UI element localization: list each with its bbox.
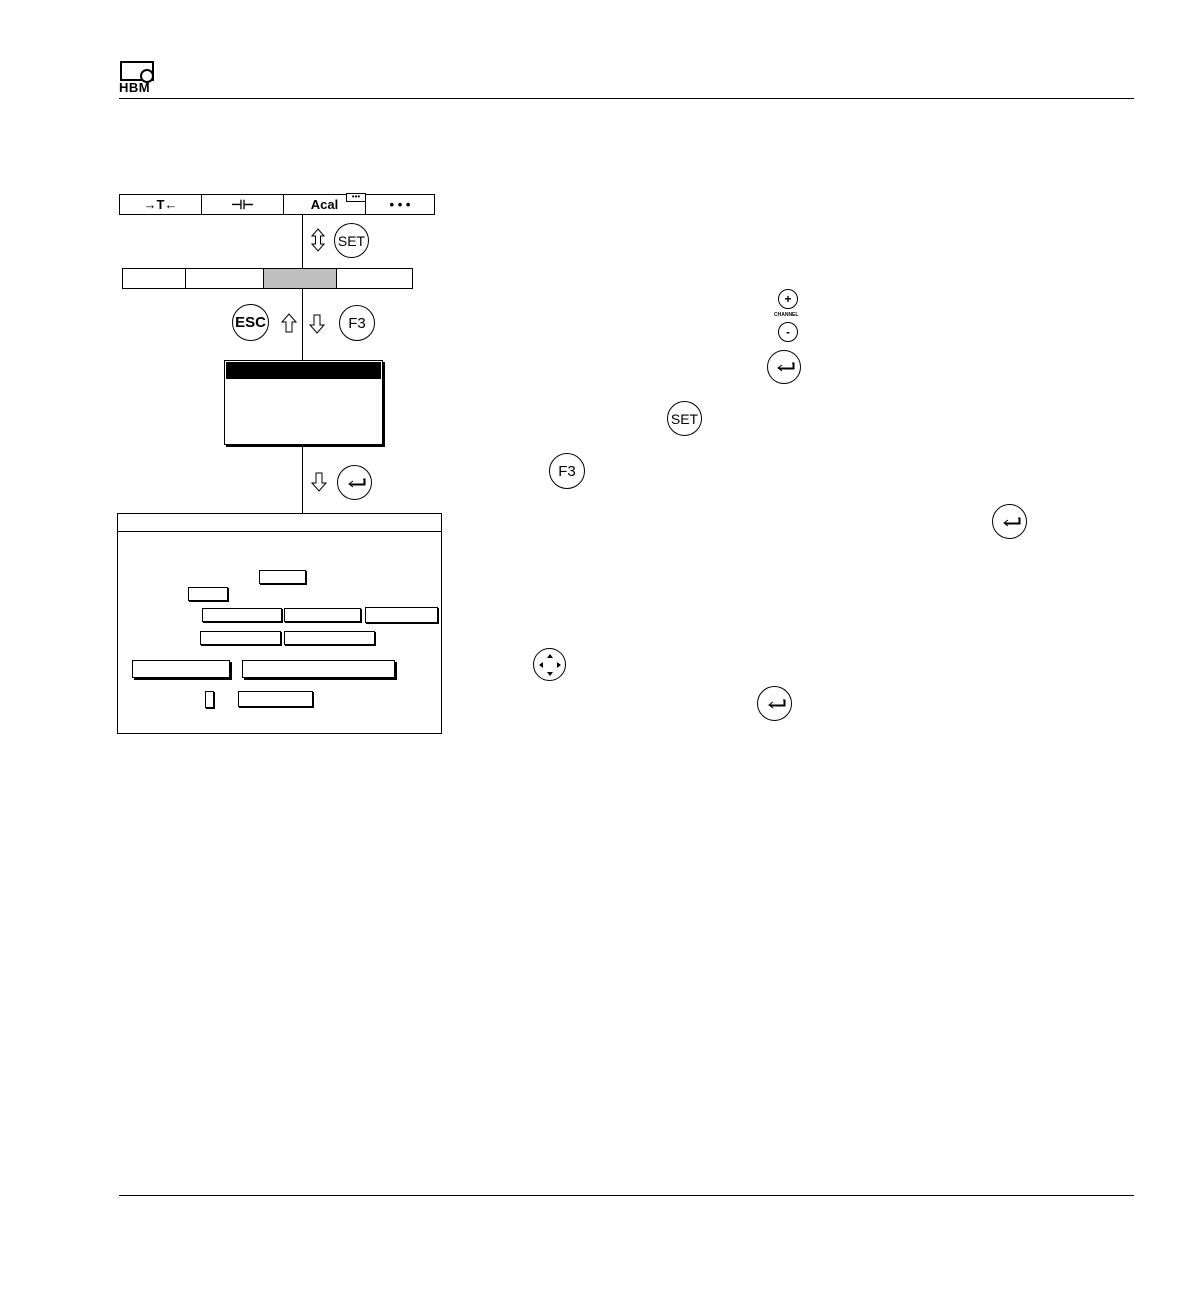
enter-key-icon [344, 478, 366, 488]
set-key[interactable]: SET [334, 223, 369, 258]
cursor-keys[interactable] [533, 648, 566, 681]
enter-key[interactable] [992, 504, 1027, 539]
softkey-more[interactable]: • • • [389, 197, 411, 212]
enter-key[interactable] [767, 350, 801, 384]
header-rule [119, 98, 1134, 99]
menu-tab[interactable] [337, 269, 412, 288]
softkey-acal[interactable]: Acal [284, 195, 366, 214]
hbm-logo-text: HBM [119, 80, 151, 95]
channel-plus-key[interactable]: + [778, 289, 798, 309]
softkey-zero[interactable]: ⊣⊢ [202, 195, 284, 214]
dialog-field[interactable] [188, 587, 228, 601]
dialog-checkbox[interactable] [205, 691, 214, 708]
menu-tab-selected[interactable] [264, 269, 337, 288]
softkey-tare[interactable]: →T← [120, 195, 202, 214]
dialog-field[interactable] [200, 631, 281, 645]
up-down-arrow-icon [311, 228, 325, 252]
channel-label: CHANNEL [774, 312, 799, 318]
menu-dots-badge: ••• [346, 193, 366, 202]
enter-key[interactable] [757, 686, 792, 721]
f3-key[interactable]: F3 [339, 305, 375, 341]
enter-key-icon [999, 517, 1021, 527]
cursor-keys-icon [537, 652, 563, 678]
dialog-field[interactable] [284, 608, 361, 622]
esc-key[interactable]: ESC [232, 304, 269, 341]
dialog-box [117, 513, 442, 734]
footer-rule [119, 1195, 1134, 1196]
connector-3 [302, 440, 303, 514]
down-arrow-icon [311, 472, 327, 492]
popup-selected-row[interactable] [226, 362, 381, 379]
up-arrow-icon [281, 313, 297, 333]
enter-key[interactable] [337, 465, 372, 500]
enter-key-icon [773, 362, 795, 372]
menu-tabs [122, 268, 413, 289]
dialog-title-rule [118, 531, 441, 532]
popup-list [224, 360, 383, 445]
f3-key[interactable]: F3 [549, 453, 585, 489]
menu-tab[interactable] [186, 269, 264, 288]
connector-2 [302, 289, 303, 362]
dialog-field[interactable] [365, 607, 438, 623]
softkey-bar [119, 194, 435, 215]
dialog-button[interactable] [132, 660, 230, 678]
menu-tab[interactable] [123, 269, 186, 288]
dialog-field[interactable] [202, 608, 282, 622]
enter-key-icon [764, 699, 786, 709]
channel-minus-key[interactable]: - [778, 322, 798, 342]
set-key[interactable]: SET [667, 401, 702, 436]
down-arrow-icon [309, 314, 325, 334]
connector-1 [302, 215, 303, 269]
dialog-field[interactable] [284, 631, 375, 645]
dialog-button[interactable] [242, 660, 395, 678]
hbm-logo-box [120, 61, 154, 81]
dialog-field[interactable] [259, 570, 306, 584]
dialog-field[interactable] [238, 691, 313, 707]
